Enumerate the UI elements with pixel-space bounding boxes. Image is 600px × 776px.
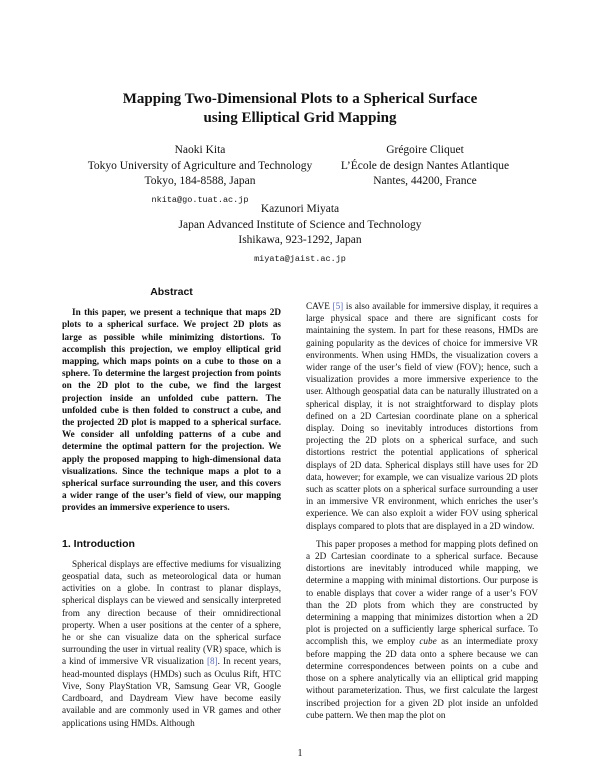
citation-link[interactable]: [5] xyxy=(332,301,344,311)
right-column xyxy=(306,300,538,727)
text-span: This paper proposes a method for mapping plots defined on a 2D Cartesian coordinate to a spherical surface. Because distortions are inevitably introduced while mapping, we determine a mapping with minimal distortions. Our purpose is to enable displays that cover a wider range of a user’s FOV than the 2D plots from which they are constructed by determining a mapping that minimizes distortion when a 2D plot is projected on a sufficiently large spherical surface. To accomplish this, we employ xyxy=(306,538,538,647)
text-span: is also available for immersive display, it requires a large physical space and there are significant costs for maintaining the system. In part for these reasons, HMDs are gaining popularity as the devices of choice for immersive VR environments. When using HMDs, the visualization covers a wider range of the user’s field of view (FOV); hence, such a visualization provides a more immersive experience to the user. Although geospatial data can be naturally illustrated on a spherical display, it is not straightforward to display plots defined on a 2D Cartesian coordinate plane on a spherical display. Doing so inevitably introduces distortions from projecting the 2D plots on a spherical surface, and such distortions restrict the potential applications of spherical displays of 2D data. Spherical displays still have uses for 2D data, however; for example, we can visualize various 2D plots such as scatter plots on a spherical surface surrounding a user in an immersive VR environment, which enriches the user’s experience. We can also exploit a wider FOV using spherical displays compared to plots that are displayed in a 2D window. xyxy=(306,301,538,531)
author-address: Ishikawa, 923-1292, Japan xyxy=(238,234,362,246)
author-affiliation: L’École de design Nantes Atlantique xyxy=(340,159,510,172)
author-block-1 xyxy=(70,143,330,208)
author-name: Naoki Kita xyxy=(174,144,226,156)
author-address: Tokyo, 184-8588, Japan xyxy=(144,175,256,187)
text-span: Spherical displays are effective mediums for visualizing geospatial data, such as meteorological data or human activities on a globe. In contrast to planar displays, spherical displays can be viewed and sensically interpreted from any direction because of their omnidirectional property. When a user positions at the center of a sphere, he or she can visualize data on the spherical surface surrounding the user in virtual reality (VR) space, which is a kind of immersive VR visualization xyxy=(62,558,281,667)
abstract-heading: Abstract xyxy=(150,286,193,298)
abstract-text: In this paper, we present a technique that maps 2D plots to a spherical surface. We project 2D plots as large as possible while minimizing distortions. To accomplish this projection, we employ elliptical grid mapping, which maps points on a cube to those on a sphere. To determine the largest projection from points on the 2D plot to the cube, we find the largest projection inside an unfolded cube pattern. The unfolded cube is then folded to construct a cube, and the projected 2D plot is mapped to a spherical surface. We consider all unfolding patterns of a cube and determine the optimal pattern for the projection. We apply the proposed mapping to high-dimensional data visualizations. Since the technique maps a plot to a spherical surface surrounding the user, and this covers a wider range of the user’s field of view, our mapping provides an immersive experience to users. xyxy=(62,307,281,513)
body-paragraph xyxy=(306,300,538,532)
title-line-1: Mapping Two-Dimensional Plots to a Spherical Surface xyxy=(122,91,478,107)
author-email: nkita@go.tuat.ac.jp xyxy=(151,194,249,205)
introduction-paragraph xyxy=(62,558,281,729)
body-paragraph xyxy=(306,538,538,721)
left-column xyxy=(62,286,281,729)
citation-link[interactable]: [8] xyxy=(206,656,218,667)
emphasis-text: cube xyxy=(419,636,437,647)
page-number: 1 xyxy=(297,748,303,759)
text-span: as an intermediate proxy before mapping the 2D data onto a sphere because we can determine correspondences between points on a cube and those on a sphere analytically via an elliptical grid mapping without parameterization. Thus, we first calculate the largest inscribed projection for a given 2D plot inside an unfolded cube pattern. We then map the plot on xyxy=(306,636,538,720)
text-span: . In recent years, head-mounted displays (HMDs) such as Oculus Rift, HTC Vive, Sony PlayStation VR, Samsung Gear VR, Google Cardboard, and Daydream View have become easily available and are commonly used in VR games and other applications using HMDs. Although xyxy=(62,656,281,728)
paper-title xyxy=(60,90,540,128)
author-block-3 xyxy=(150,202,450,267)
author-name: Grégoire Cliquet xyxy=(386,144,464,156)
author-block-2 xyxy=(330,143,520,190)
introduction-heading: 1. Introduction xyxy=(62,537,135,550)
title-line-2: using Elliptical Grid Mapping xyxy=(203,110,397,126)
author-email: miyata@jaist.ac.jp xyxy=(254,253,346,264)
author-affiliation: Tokyo University of Agriculture and Technology xyxy=(87,159,313,172)
author-affiliation: Japan Advanced Institute of Science and Technology xyxy=(178,218,422,231)
author-address: Nantes, 44200, France xyxy=(373,175,477,187)
author-name: Kazunori Miyata xyxy=(260,203,340,215)
text-span: CAVE xyxy=(306,301,333,311)
